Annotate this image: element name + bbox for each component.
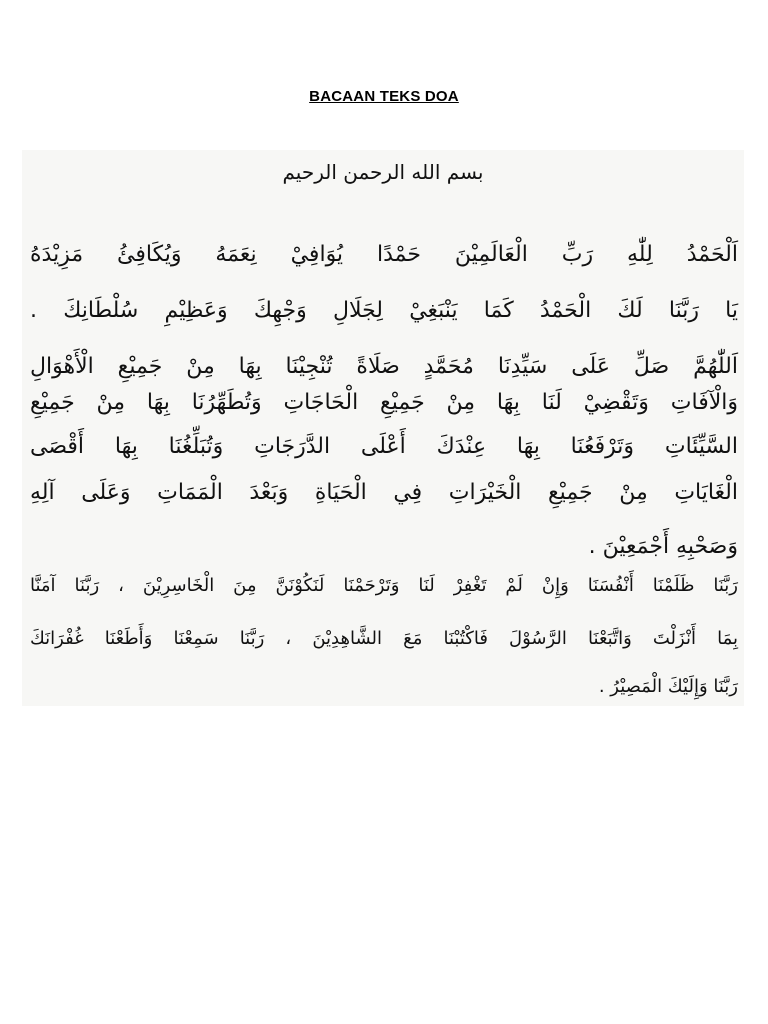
prayer-line-1: اَلْحَمْدُ لِلّٰهِ رَبِّ الْعَالَمِيْنَ حَمْدًا يُوَافِيْ نِعَمَهُ وَيُكَافِئُ مَزِيْدَهُ bbox=[30, 242, 738, 267]
closing-line-2: بِمَا أَنْزَلْتَ وَاتَّبَعْنَا الرَّسُوْلَ فَاكْتُبْنَا مَعَ الشَّاهِدِيْنَ ، رَبَّنَا سَمِعْنَا وَأَطَعْنَا غُفْرَانَكَ bbox=[30, 628, 738, 649]
prayer-line-6: الْغَايَاتِ مِنْ جَمِيْعِ الْخَيْرَاتِ فِي الْحَيَاةِ وَبَعْدَ الْمَمَاتِ وَعَلَى آلِهِ bbox=[30, 480, 738, 505]
scanned-prayer-text bbox=[22, 150, 744, 706]
closing-line-1: رَبَّنَا ظَلَمْنَا أَنْفُسَنَا وَإِنْ لَمْ تَغْفِرْ لَنَا وَتَرْحَمْنَا لَنَكُوْنَنَّ مِنَ الْخَاسِرِيْنَ ، رَبَّنَا آمَنَّا bbox=[30, 575, 738, 596]
prayer-line-4: وَالْآفَاتِ وَتَقْضِيْ لَنَا بِهَا مِنْ جَمِيْعِ الْحَاجَاتِ وَتُطَهِّرُنَا بِهَا مِنْ جَمِيْعِ bbox=[30, 390, 738, 415]
prayer-line-5: السَّيِّئَاتِ وَتَرْفَعُنَا بِهَا عِنْدَكَ أَعْلَى الدَّرَجَاتِ وَتُبَلِّغُنَا بِهَا أَقْصَى bbox=[30, 434, 738, 459]
document-title: BACAAN TEKS DOA bbox=[309, 88, 459, 105]
closing-line-3: رَبَّنَا وَإِلَيْكَ الْمَصِيْرُ . bbox=[598, 676, 738, 697]
prayer-line-3: اَللّٰهُمَّ صَلِّ عَلَى سَيِّدِنَا مُحَمَّدٍ صَلَاةً تُنْجِيْنَا بِهَا مِنْ جَمِيْعِ الْأَهْوَالِ bbox=[30, 354, 738, 379]
basmala-line: بسم الله الرحمن الرحيم bbox=[282, 160, 484, 184]
prayer-line-7: وَصَحْبِهِ أَجْمَعِيْنَ . bbox=[588, 534, 738, 559]
prayer-line-2: يَا رَبَّنَا لَكَ الْحَمْدُ كَمَا يَنْبَغِيْ لِجَلَالِ وَجْهِكَ وَعَظِيْمِ سُلْطَانِكَ . bbox=[30, 298, 738, 323]
